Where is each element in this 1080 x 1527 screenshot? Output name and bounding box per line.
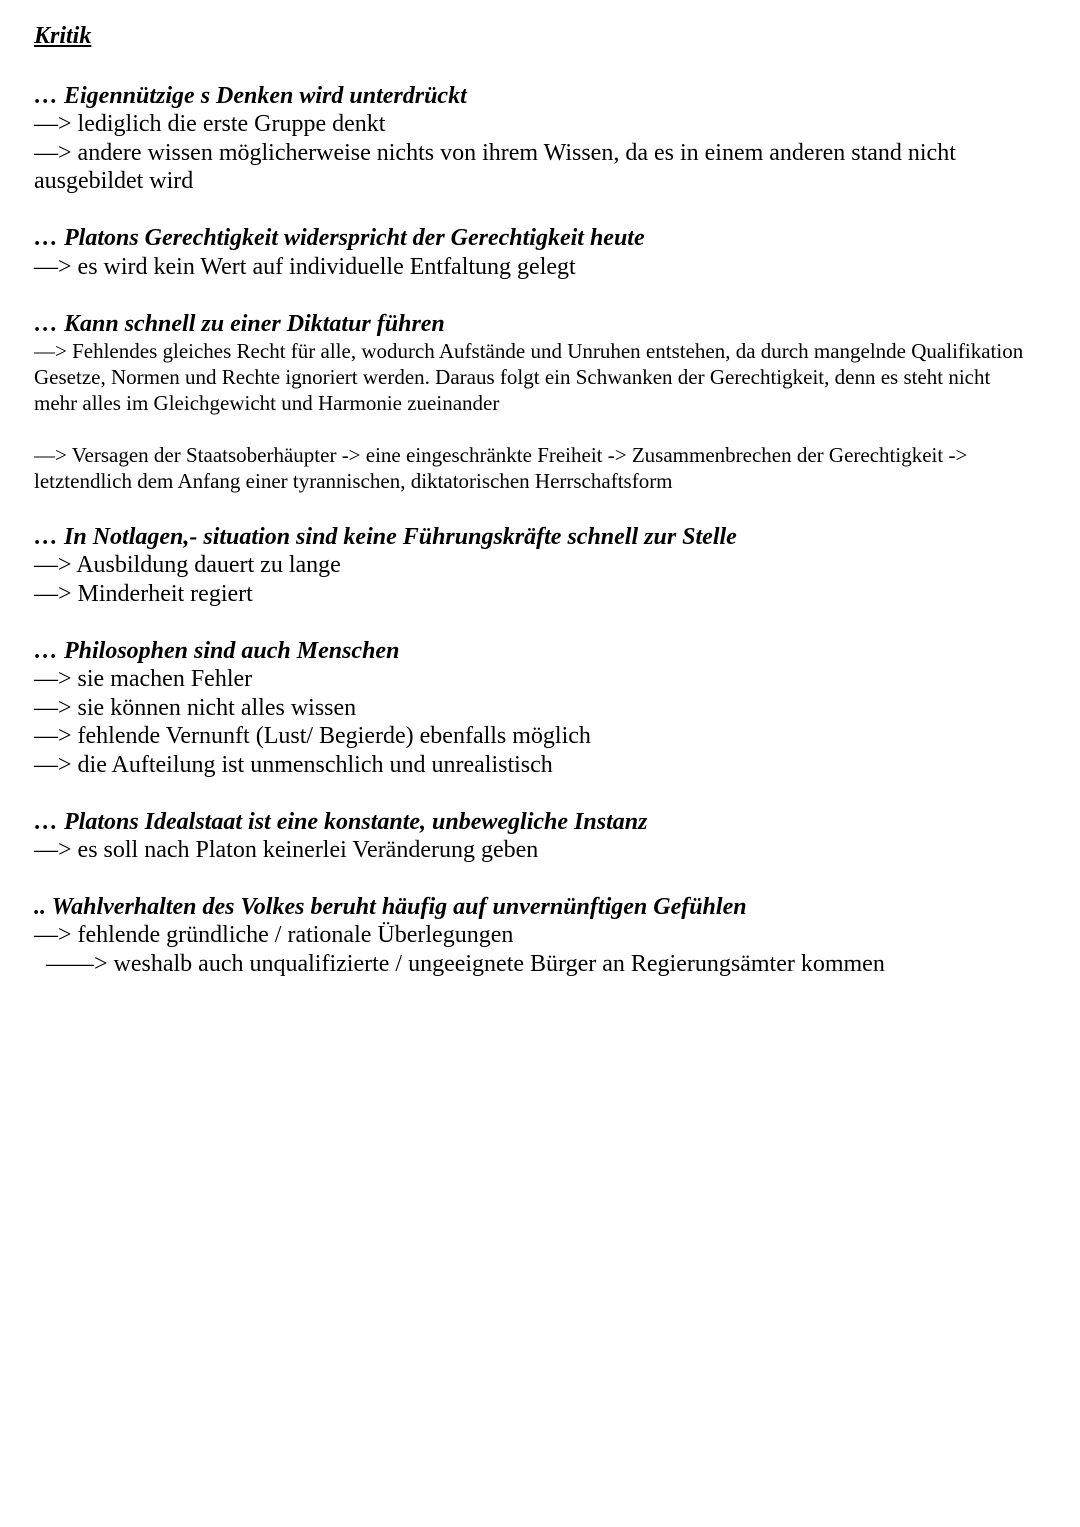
page-title: Kritik bbox=[34, 23, 92, 49]
section-heading: .. Wahlverhalten des Volkes beruht häufig auf unvernünftigen Gefühlen bbox=[34, 894, 747, 920]
text-line: —> fehlende gründliche / rationale Überlegungen bbox=[34, 922, 514, 948]
text-line: —> lediglich die erste Gruppe denkt bbox=[34, 111, 386, 137]
section-heading: … Eigennützige s Denken wird unterdrückt bbox=[34, 83, 467, 109]
section-heading: … In Notlagen,- situation sind keine Führungskräfte schnell zur Stelle bbox=[34, 524, 737, 550]
text-line: —> sie machen Fehler bbox=[34, 666, 253, 692]
text-line: —> die Aufteilung ist unmenschlich und unrealistisch bbox=[34, 752, 553, 778]
text-line: ausgebildet wird bbox=[34, 168, 194, 194]
text-line: —> Ausbildung dauert zu lange bbox=[34, 552, 341, 578]
section-heading: … Platons Gerechtigkeit widerspricht der Gerechtigkeit heute bbox=[34, 225, 645, 251]
text-line: —> Minderheit regiert bbox=[34, 581, 253, 607]
text-paragraph: —> Fehlendes gleiches Recht für alle, wodurch Aufstände und Unruhen entstehen, da durch mangelnde Qualifikation Gesetze, Normen und Rechte ignoriert werden. Daraus folgt ein Schwanken der Gerechtigkeit, denn es steht nicht mehr alles im Gleichgewicht und Harmonie zueinander bbox=[34, 339, 1024, 415]
section-heading: … Kann schnell zu einer Diktatur führen bbox=[34, 311, 445, 337]
text-line: —> andere wissen möglicherweise nichts von ihrem Wissen, da es in einem anderen stand nicht bbox=[34, 140, 956, 166]
text-line: —> fehlende Vernunft (Lust/ Begierde) ebenfalls möglich bbox=[34, 723, 591, 749]
section-heading: … Platons Idealstaat ist eine konstante, unbewegliche Instanz bbox=[34, 809, 648, 835]
text-line: ——> weshalb auch unqualifizierte / ungeeignete Bürger an Regierungsämter kommen bbox=[46, 951, 885, 977]
text-line: —> es wird kein Wert auf individuelle Entfaltung gelegt bbox=[34, 254, 576, 280]
section-heading: … Philosophen sind auch Menschen bbox=[34, 638, 400, 664]
text-paragraph: —> Versagen der Staatsoberhäupter -> eine eingeschränkte Freiheit -> Zusammenbrechen der Gerechtigkeit -> letztendlich dem Anfang einer tyrannischen, diktatorischen Herrschaftsform bbox=[34, 443, 968, 493]
text-line: —> sie können nicht alles wissen bbox=[34, 695, 357, 721]
text-line: —> es soll nach Platon keinerlei Veränderung geben bbox=[34, 837, 539, 863]
